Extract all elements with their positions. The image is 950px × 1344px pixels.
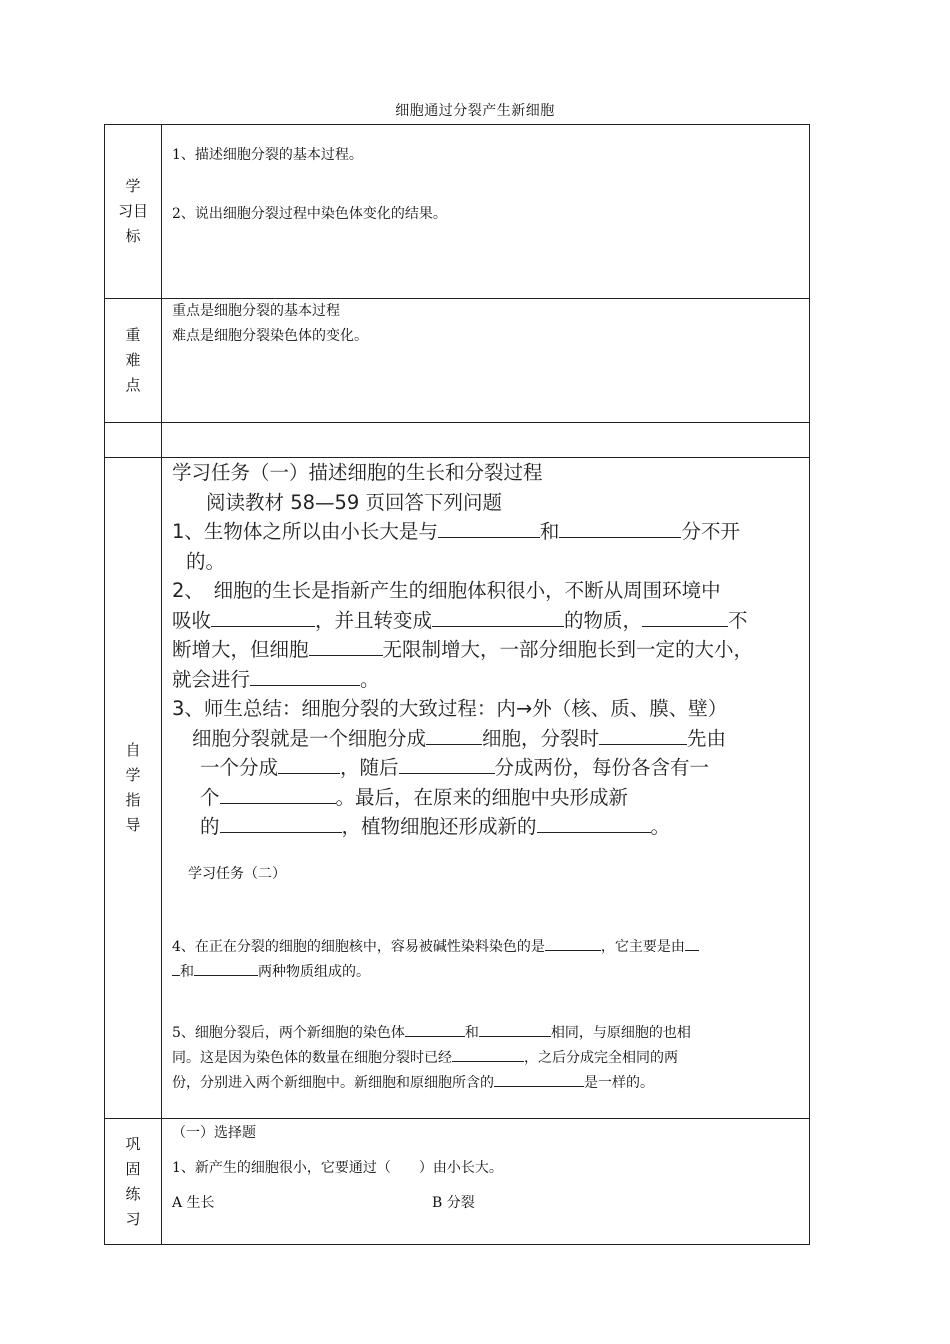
empty-row bbox=[105, 423, 810, 458]
blank-field bbox=[194, 962, 258, 976]
blank-field bbox=[438, 520, 540, 538]
task1-title: 学习任务（一）描述细胞的生长和分裂过程 bbox=[172, 461, 543, 484]
keypoint-difficulty: 难点是细胞分裂染色体的变化。 bbox=[172, 328, 368, 344]
question-2: 2、 细胞的生长是指新产生的细胞体积很小，不断从周围环境中 bbox=[172, 579, 721, 602]
question-5: 5、细胞分裂后，两个新细胞的染色体 和 相同，与原细胞的也相 bbox=[172, 1024, 691, 1041]
objectives-row bbox=[105, 125, 810, 299]
blank-field bbox=[220, 786, 336, 804]
blank-field bbox=[494, 1073, 584, 1087]
page-title: 细胞通过分裂产生新细胞 bbox=[395, 103, 555, 119]
objective-item-2: 2、说出细胞分裂过程中染色体变化的结果。 bbox=[172, 206, 447, 222]
blank-field bbox=[432, 609, 564, 627]
question-4: 4、在正在分裂的细胞的细胞核中，容易被碱性染料染色的是 ，它主要是由 bbox=[172, 935, 801, 960]
blank-field bbox=[545, 937, 601, 951]
blank-field bbox=[426, 727, 482, 745]
blank-field bbox=[537, 815, 651, 833]
guide-label: 自 学 指 导 bbox=[105, 458, 162, 1119]
question-1: 1、生物体之所以由小长大是与 和 分不开 bbox=[172, 520, 740, 543]
blank-field bbox=[559, 520, 681, 538]
reading-instruction: 阅读教材 58—59 页回答下列问题 bbox=[206, 490, 503, 514]
keypoints-label: 重 难 点 bbox=[105, 299, 162, 423]
guide-row: 自 学 指 导 学习任务（一）描述细胞的生长和分裂过程 阅读教材 58—59 页回答下列问题 1、生物体之所以由小长大是与 和 分不开 的。 2、 细胞的生长是指新产生的细胞体积很小，不断从周围环境中 吸收 ，并且转变成 的物质， 不 断增大，但细胞 无限制增大，一部分细胞长到一定的大小， 就会进行 。 3、师生总结：细胞分裂的大致过程：内→外（核、质、膜、壁） 细胞分裂就是一个细胞分成 细胞，分裂时 先由 一个分成 ，随后 分成两份，每份各含有一 个 。最后，在原来的细胞中央形成新 的 ，植物细胞还形成新的 。 学习任务（二） 4、在正在分裂的细胞的细胞核中，容易被碱性染料染色的是 ，它主要是由 和 两种物质组成的。 5、细胞分裂后，两个新细胞的染色体 和 相同，与原细胞的也相 同。这是因为染色体的数量在细胞分裂时已经 ，之后分成完全相同的两 份，分别进入两个新细胞中。新细胞和原细胞所含的 是一样的。 bbox=[105, 458, 810, 1119]
question-3: 3、师生总结：细胞分裂的大致过程：内→外（核、质、膜、壁） bbox=[172, 697, 728, 720]
blank-field bbox=[399, 756, 495, 774]
blank-field bbox=[405, 1023, 465, 1037]
objective-item-1: 1、描述细胞分裂的基本过程。 bbox=[172, 147, 363, 163]
blank-field bbox=[278, 756, 340, 774]
keypoints-row bbox=[105, 299, 810, 423]
practice-options bbox=[172, 1191, 801, 1216]
practice-question-1: 1、新产生的细胞很小，它要通过（ ）由小长大。 bbox=[172, 1160, 503, 1176]
blank-field bbox=[250, 668, 360, 686]
blank-field bbox=[452, 1048, 524, 1062]
blank-field bbox=[172, 962, 180, 976]
blank-field bbox=[642, 609, 728, 627]
blank-field bbox=[309, 638, 383, 656]
practice-section-title: （一）选择题 bbox=[172, 1125, 256, 1141]
task2-title: 学习任务（二） bbox=[188, 865, 286, 882]
option-a: A 生长 bbox=[172, 1195, 215, 1211]
option-b: B 分裂 bbox=[432, 1195, 475, 1211]
keypoint-focus: 重点是细胞分裂的基本过程 bbox=[172, 303, 340, 319]
blank-field bbox=[599, 727, 687, 745]
practice-row bbox=[105, 1119, 810, 1245]
practice-label: 巩 固 练 习 bbox=[105, 1119, 162, 1245]
blank-field bbox=[685, 937, 699, 951]
objectives-label: 学 习目 标 bbox=[105, 125, 162, 299]
blank-field bbox=[479, 1023, 551, 1037]
blank-field bbox=[220, 815, 342, 833]
blank-field bbox=[211, 609, 315, 627]
worksheet-table bbox=[104, 124, 810, 1245]
